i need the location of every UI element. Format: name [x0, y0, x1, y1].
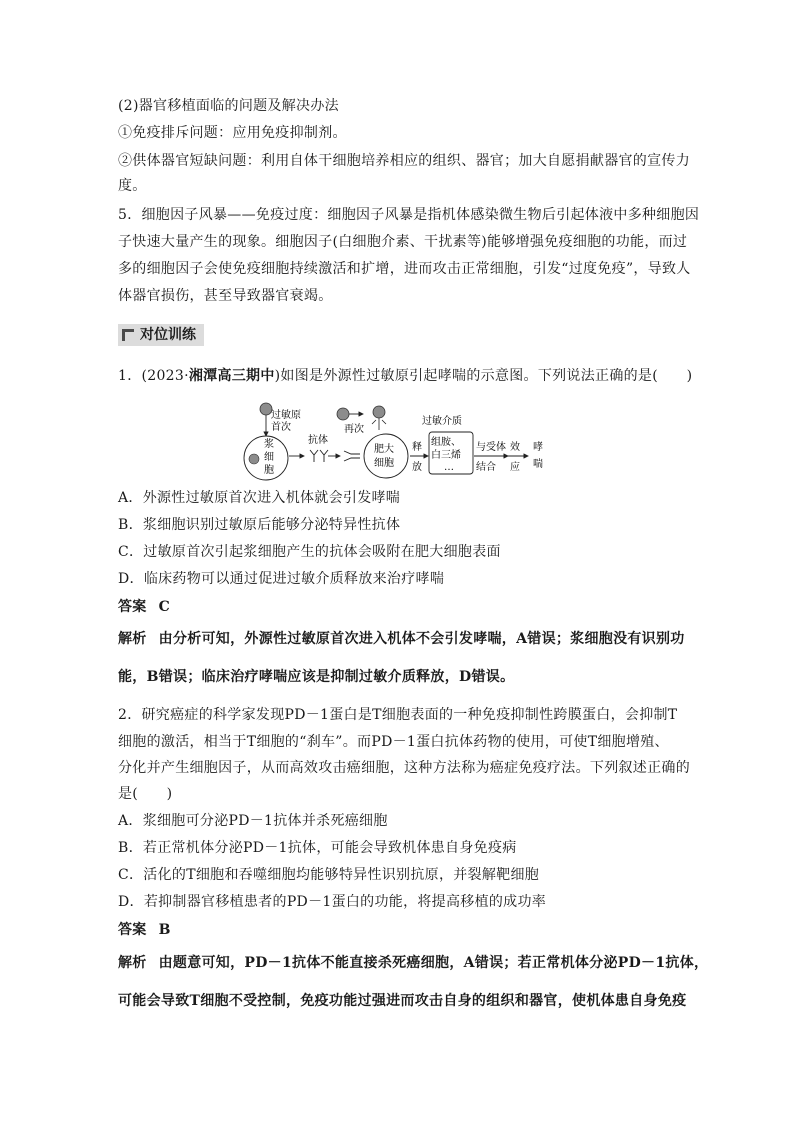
plasma-cell-nucleus [249, 454, 259, 464]
cytokine-storm-line1: 5．细胞因子风暴——免疫过度：细胞因子风暴是指机体感染微生物后引起体液中多种细胞因 [118, 207, 700, 223]
q1-stem-suffix: )如图是外源性过敏原引起哮喘的示意图。下列说法正确的是( ) [274, 368, 693, 384]
effect-label-1: 效 [510, 442, 520, 453]
release-label-2: 放 [412, 462, 422, 473]
mast-cell-label-1: 肥大 [374, 444, 394, 455]
second-time-label: 再次 [344, 424, 364, 435]
q2-analysis-text1: 由题意可知，PD－1抗体不能直接杀死癌细胞，A错误；若正常机体分泌PD－1抗体， [158, 955, 709, 971]
q2-option-d: D．若抑制器官移植患者的PD－1蛋白的功能，将提高移植的成功率 [118, 894, 547, 910]
q2-analysis-line1 [118, 953, 708, 973]
q1-stem [118, 366, 692, 386]
q1-option-b: B．浆细胞识别过敏原后能够分泌特异性抗体 [118, 517, 401, 533]
q1-answer [118, 597, 170, 617]
organ-shortage-item-line2: 度。 [118, 178, 147, 194]
q1-option-c: C．过敏原首次引起浆细胞产生的抗体会吸附在肥大细胞表面 [118, 544, 501, 560]
receptor-label-2: 结合 [476, 462, 496, 473]
q2-option-c: C．活化的T细胞和吞噬细胞均能够特异性识别抗原，并裂解靶细胞 [118, 867, 540, 883]
q2-answer [118, 920, 171, 940]
cytokine-storm-line4: 体器官损伤，甚至导致器官衰竭。 [118, 288, 333, 304]
antibody-label: 抗体 [308, 435, 328, 446]
training-section-title: 对位训练 [140, 327, 196, 343]
training-section-header [118, 324, 204, 346]
mast-cell [364, 434, 408, 478]
q1-option-d: D．临床药物可以通过促进过敏介质释放来治疗哮喘 [118, 571, 445, 587]
q1-analysis-line2: 能，B错误；临床治疗哮喘应该是抑制过敏介质释放，D错误。 [118, 669, 515, 685]
q2-answer-value: B [158, 922, 171, 938]
immune-rejection-item: ①免疫排斥问题：应用免疫抑制剂。 [118, 125, 347, 141]
section-marker-icon [122, 329, 134, 341]
release-label-1: 释 [412, 442, 422, 453]
q2-stem-line2: 细胞的激活，相当于T细胞的“刹车”。而PD－1蛋白抗体药物的使用，可使T细胞增殖、 [118, 734, 669, 750]
cytokine-storm-line2: 子快速大量产生的现象。细胞因子(白细胞介素、干扰素等)能够增强免疫细胞的功能，而过 [118, 234, 688, 250]
bound-antibody-icon [344, 451, 360, 461]
subsection-heading: (2)器官移植面临的问题及解决办法 [118, 98, 339, 114]
q2-answer-label: 答案 [118, 922, 147, 938]
allergen-second-icon [337, 408, 349, 420]
cytokine-storm-line3: 多的细胞因子会使免疫细胞持续激活和扩增，进而攻击正常细胞，引发“过度免疫”，导致人 [118, 261, 691, 277]
q1-source: 湘潭高三期中 [188, 368, 275, 384]
q2-stem-line3: 分化并产生细胞因子，从而高效攻击癌细胞，这种方法称为癌症免疫疗法。下列叙述正确的 [118, 760, 690, 776]
plasma-cell-label-2: 细 [264, 452, 274, 463]
q2-analysis-label: 解析 [118, 955, 147, 971]
q1-answer-label: 答案 [118, 599, 147, 615]
q2-stem-line1: 2．研究癌症的科学家发现PD－1蛋白是T细胞表面的一种免疫抑制性跨膜蛋白，会抑制T [118, 707, 678, 723]
mediator-item-1: 组胺、 [431, 437, 461, 448]
q1-analysis-line1 [118, 629, 685, 649]
mediator-title: 过敏介质 [422, 416, 462, 427]
first-time-label: 首次 [271, 422, 291, 433]
asthma-label-2: 喘 [533, 459, 543, 470]
mediator-item-2: 白三烯 [431, 450, 461, 461]
q1-answer-value: C [158, 599, 171, 615]
organ-shortage-item-line1: ②供体器官短缺问题：利用自体干细胞培养相应的组织、器官；加大自愿捐献器官的宣传力 [118, 153, 690, 169]
allergy-asthma-diagram [236, 398, 556, 482]
effect-label-2: 应 [510, 462, 520, 473]
antibody-y-icon [310, 450, 328, 462]
asthma-label-1: 哮 [533, 442, 543, 453]
plasma-cell-label-1: 浆 [264, 439, 274, 450]
q1-option-a: A．外源性过敏原首次进入机体就会引发哮喘 [118, 490, 401, 506]
mast-cell-label-2: 细胞 [374, 458, 394, 469]
q2-analysis-line2: 可能会导致T细胞不受控制，免疫功能过强进而攻击自身的组织和器官，使机体患自身免疫 [118, 993, 687, 1009]
plasma-cell-label-3: 胞 [264, 465, 274, 476]
allergen-first-label: 过敏原 [271, 410, 301, 421]
q1-stem-prefix: 1．(2023· [118, 368, 189, 384]
q1-analysis-label: 解析 [118, 631, 147, 647]
q1-analysis-text1: 由分析可知，外源性过敏原首次进入机体不会引发哮喘，A错误；浆细胞没有识别功 [158, 631, 685, 647]
mediator-item-3: … [444, 462, 454, 473]
q2-option-b: B．若正常机体分泌PD－1抗体，可能会导致机体患自身免疫病 [118, 840, 517, 856]
q2-stem-line4: 是( ) [118, 786, 173, 802]
bound-allergen-icon [373, 406, 385, 418]
receptor-label-1: 与受体 [476, 442, 506, 453]
q2-option-a: A．浆细胞可分泌PD－1抗体并杀死癌细胞 [118, 813, 388, 829]
